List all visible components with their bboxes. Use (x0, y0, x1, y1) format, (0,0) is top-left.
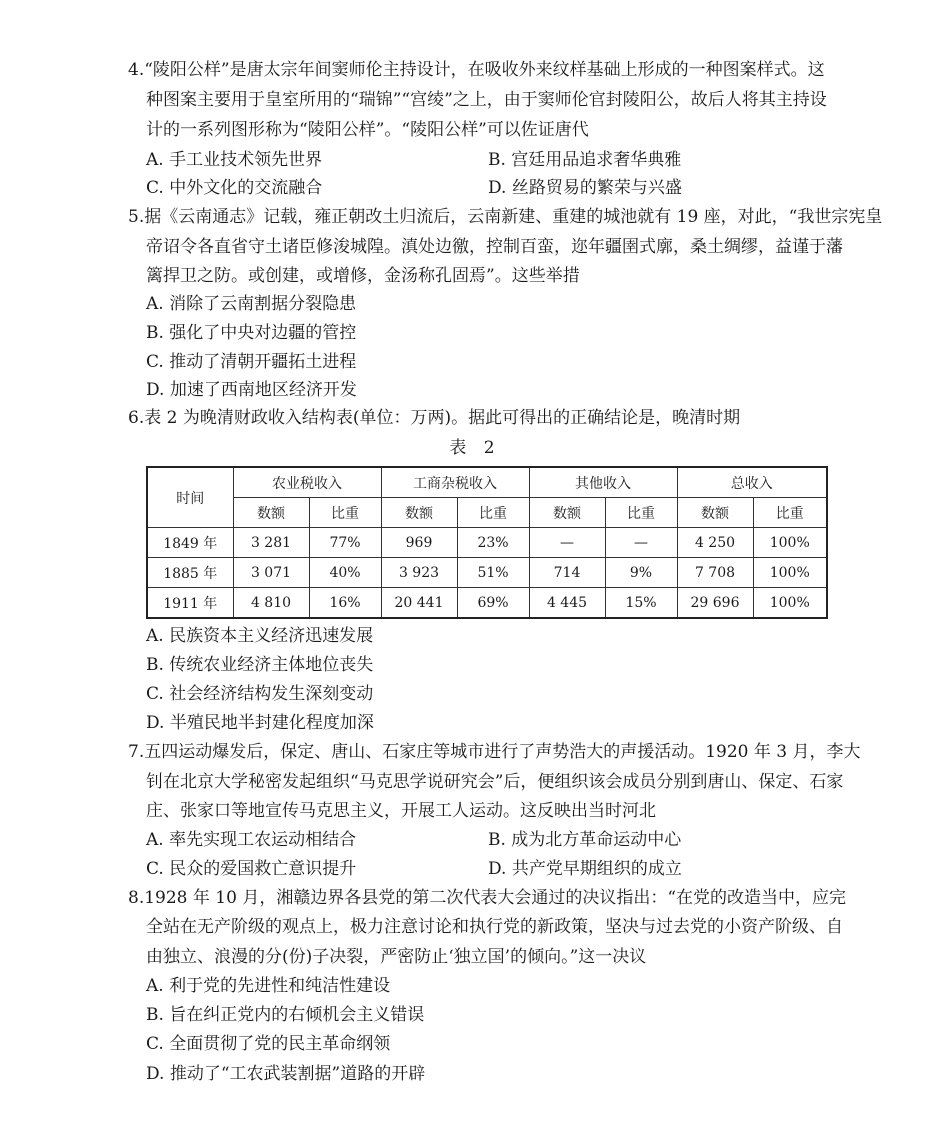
table-cell: 100% (753, 528, 827, 558)
sub-header-share: 比重 (309, 498, 381, 528)
question-8-option-c[interactable]: C. 全面贯彻了党的民主革命纲领 (146, 1034, 391, 1054)
question-8-stem-line-3: 由独立、浪漫的分(份)子决裂，严密防止‘独立国’的倾向。”这一决议 (146, 947, 647, 967)
table-cell: 3 923 (381, 558, 457, 588)
question-7-option-d[interactable]: D. 共产党早期组织的成立 (488, 859, 682, 879)
question-5-stem-line-2: 帝诏令各直省守土诸臣修浚城隍。滇处边徼，控制百蛮，迩年疆圉式廓，桑土绸缪，益谨于藩 (146, 237, 843, 257)
table-cell: 15% (605, 588, 677, 619)
table-cell: 77% (309, 528, 381, 558)
table-cell: 3 071 (233, 558, 309, 588)
sub-header-amount: 数额 (677, 498, 753, 528)
group-header-commerce: 工商杂税收入 (381, 467, 529, 498)
question-8-option-b[interactable]: B. 旨在纠正党内的右倾机会主义错误 (146, 1005, 425, 1025)
table-cell: 1849 年 (147, 528, 233, 558)
group-header-total: 总收入 (677, 467, 827, 498)
question-5-stem-line-1: 5.据《云南通志》记载，雍正朝改土归流后，云南新建、重建的城池就有 19 座，对此，“我世宗宪皇 (128, 207, 883, 227)
sub-header-share: 比重 (457, 498, 529, 528)
sub-header-share: 比重 (605, 498, 677, 528)
table-cell: 4 810 (233, 588, 309, 619)
table-row (147, 588, 827, 619)
question-6-option-d[interactable]: D. 半殖民地半封建化程度加深 (146, 713, 374, 733)
table-cell: 1911 年 (147, 588, 233, 619)
table-cell: 51% (457, 558, 529, 588)
table-cell: 40% (309, 558, 381, 588)
table-cell: 714 (529, 558, 605, 588)
sub-header-share: 比重 (753, 498, 827, 528)
question-7-stem-line-1: 7.五四运动爆发后，保定、唐山、石家庄等城市进行了声势浩大的声援活动。1920 年 3 月，李大 (128, 742, 861, 762)
table-cell: 29 696 (677, 588, 753, 619)
table-cell: 20 441 (381, 588, 457, 619)
table-cell: 69% (457, 588, 529, 619)
table-cell: 100% (753, 558, 827, 588)
question-7-option-c[interactable]: C. 民众的爱国救亡意识提升 (146, 859, 357, 879)
table-cell: 969 (381, 528, 457, 558)
table-cell: 100% (753, 588, 827, 619)
question-4-stem-line-2: 种图案主要用于皇室所用的“瑞锦”“宫绫”之上，由于窦师伦官封陵阳公，故后人将其主持设 (146, 90, 827, 110)
question-5-option-b[interactable]: B. 强化了中央对边疆的管控 (146, 323, 357, 343)
question-7-option-b[interactable]: B. 成为北方革命运动中心 (488, 830, 682, 850)
table-cell: 9% (605, 558, 677, 588)
question-4-stem-line-1: 4.“陵阳公样”是唐太宗年间窦师伦主持设计，在吸收外来纹样基础上形成的一种图案样式。这 (128, 60, 825, 80)
table-row (147, 528, 827, 558)
table-cell: 4 250 (677, 528, 753, 558)
question-5-stem-line-3: 篱捍卫之防。或创建，或增修，金汤称孔固焉”。这些举措 (146, 266, 580, 286)
table-cell: 4 445 (529, 588, 605, 619)
question-4-stem-line-3: 计的一系列图形称为“陵阳公样”。“陵阳公样”可以佐证唐代 (146, 120, 589, 140)
time-header: 时间 (147, 467, 233, 528)
table-cell: — (605, 528, 677, 558)
question-5-option-a[interactable]: A. 消除了云南割据分裂隐患 (146, 294, 357, 314)
table-row (147, 558, 827, 588)
question-4-option-d[interactable]: D. 丝路贸易的繁荣与兴盛 (488, 178, 682, 198)
question-8-option-a[interactable]: A. 利于党的先进性和纯洁性建设 (146, 976, 391, 996)
question-7-stem-line-2: 钊在北京大学秘密发起组织“马克思学说研究会”后，便组织该会成员分别到唐山、保定、石家 (146, 772, 844, 792)
sub-header-amount: 数额 (529, 498, 605, 528)
sub-header-amount: 数额 (233, 498, 309, 528)
question-5-option-c[interactable]: C. 推动了清朝开疆拓土进程 (146, 352, 357, 372)
question-4-option-a[interactable]: A. 手工业技术领先世界 (146, 150, 323, 170)
finance-table (146, 466, 828, 619)
question-6-option-c[interactable]: C. 社会经济结构发生深刻变动 (146, 684, 374, 704)
question-8-stem-line-2: 全站在无产阶级的观点上，极力注意讨论和执行党的新政策，坚决与过去党的小资产阶级、自 (146, 917, 843, 937)
table-cell: 16% (309, 588, 381, 619)
sub-header-amount: 数额 (381, 498, 457, 528)
question-6-option-a[interactable]: A. 民族资本主义经济迅速发展 (146, 626, 374, 646)
table-cell: 7 708 (677, 558, 753, 588)
table-caption: 表 2 (449, 438, 501, 458)
question-4-option-c[interactable]: C. 中外文化的交流融合 (146, 178, 323, 198)
group-header-agriculture: 农业税收入 (233, 467, 381, 498)
table-cell: 23% (457, 528, 529, 558)
table-cell: 1885 年 (147, 558, 233, 588)
table-cell: — (529, 528, 605, 558)
question-4-option-b[interactable]: B. 宫廷用品追求奢华典雅 (488, 150, 682, 170)
table-cell: 3 281 (233, 528, 309, 558)
question-6-stem-line-1: 6.表 2 为晚清财政收入结构表(单位：万两)。据此可得出的正确结论是，晚清时期 (128, 408, 741, 428)
question-8-option-d[interactable]: D. 推动了“工农武装割据”道路的开辟 (146, 1064, 426, 1084)
question-6-option-b[interactable]: B. 传统农业经济主体地位丧失 (146, 655, 374, 675)
group-header-other: 其他收入 (529, 467, 677, 498)
question-7-option-a[interactable]: A. 率先实现工农运动相结合 (146, 830, 357, 850)
question-5-option-d[interactable]: D. 加速了西南地区经济开发 (146, 380, 357, 400)
question-7-stem-line-3: 庄、张家口等地宣传马克思主义，开展工人运动。这反映出当时河北 (146, 801, 656, 821)
question-8-stem-line-1: 8.1928 年 10 月，湘赣边界各县党的第二次代表大会通过的决议指出：“在党的改造当中，应完 (128, 888, 847, 908)
